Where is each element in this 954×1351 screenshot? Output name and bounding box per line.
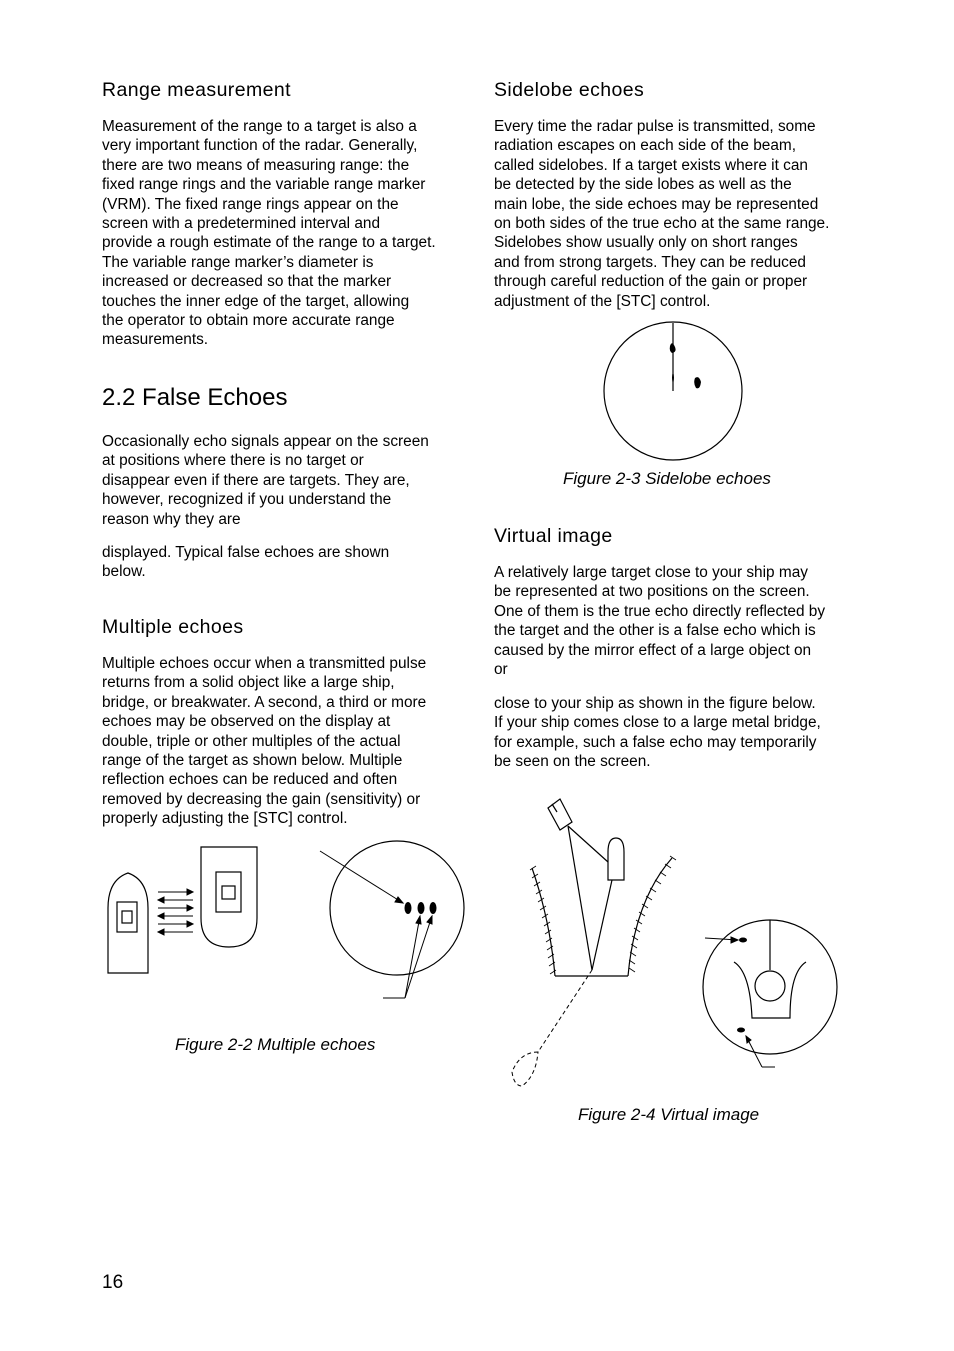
sidelobe-echo-marks <box>670 343 701 388</box>
reflection-arrows <box>158 889 193 935</box>
text-line: be represented at two positions on the screen. <box>494 583 810 601</box>
text-line: A relatively large target close to your ship may <box>494 564 808 581</box>
text-line: screen with a predetermined interval and <box>102 215 381 233</box>
bridge-hatching <box>530 856 676 974</box>
text-line: increased or decreased so that the marker <box>102 273 392 291</box>
multiple-echoes-text <box>102 654 474 829</box>
text-line: echoes may be observed on the display at <box>102 713 391 731</box>
bridge-walls <box>532 858 672 976</box>
text-line: touches the inner edge of the target, allowing <box>102 292 410 310</box>
sidelobe-echoes-figure <box>600 320 746 462</box>
multiple-echoes-figure <box>100 840 470 1010</box>
text-line: and from strong targets. They can be reduced <box>494 253 806 271</box>
text-line: measurements. <box>102 331 209 349</box>
text-line: double, triple or other multiples of the actual <box>102 732 401 750</box>
text-line: adjustment of the [STC] control. <box>494 292 711 310</box>
text-line: removed by decreasing the gain (sensitivity) or <box>102 790 421 808</box>
text-line: fixed range rings and the variable range marker <box>102 176 426 194</box>
text-line: properly adjusting the [STC] control. <box>102 810 348 828</box>
text-line: main lobe, the side echoes may be represented <box>494 195 819 213</box>
large-ship-shape <box>201 847 257 947</box>
text-line: be detected by the side lobes as well as the <box>494 176 792 194</box>
text-line: close to your ship as shown in the figure below. <box>494 695 816 712</box>
text-line: Measurement of the range to a target is also a <box>102 118 417 135</box>
range-measurement-text <box>102 117 474 350</box>
text-line: at positions where there is no target or <box>102 452 364 470</box>
false-echoes-text <box>102 432 474 529</box>
virtual-image-text-continued <box>494 694 866 772</box>
text-line: One of them is the true echo directly reflected by <box>494 602 826 620</box>
virtual-image-shape <box>512 970 592 1086</box>
text-line: Sidelobes show usually only on short ranges <box>494 234 798 252</box>
text-line: reflection echoes can be reduced and often <box>102 771 398 789</box>
text-line: be seen on the screen. <box>494 753 651 771</box>
text-line: or <box>494 661 508 679</box>
own-ship-shape <box>108 873 148 973</box>
text-line: Every time the radar pulse is transmitted, some <box>494 118 816 135</box>
sidelobe-echoes-text <box>494 117 866 311</box>
text-line: below. <box>102 563 146 581</box>
text-line: radiation escapes on each side of the beam, <box>494 137 797 155</box>
text-line: (VRM). The fixed range rings appear on the <box>102 195 399 213</box>
text-line: there are two means of measuring range: the <box>102 156 410 174</box>
text-line: Multiple echoes occur when a transmitted pulse <box>102 655 427 672</box>
text-line: caused by the mirror effect of a large object on <box>494 641 812 659</box>
text-line: called sidelobes. If a target exists where it can <box>494 156 808 174</box>
text-line: on both sides of the true echo at the same range. <box>494 215 830 233</box>
radar-display-circle <box>330 841 464 975</box>
text-line: disappear even if there are targets. They are, <box>102 471 410 489</box>
text-line: displayed. Typical false echoes are shown <box>102 544 390 561</box>
text-line: bridge, or breakwater. A second, a third or more <box>102 693 427 711</box>
text-line: range of the target as shown below. Multiple <box>102 752 403 770</box>
virtual-image-figure <box>500 790 845 1090</box>
text-line: reason why they are <box>102 510 241 528</box>
multiple-echoes-heading: Multiple echoes <box>102 616 244 638</box>
false-echoes-text-continued <box>102 543 474 582</box>
text-line: the operator to obtain more accurate range <box>102 312 395 330</box>
virtual-image-heading: Virtual image <box>494 525 613 547</box>
virtual-image-text <box>494 563 866 679</box>
text-line: for example, such a false echo may temporarily <box>494 733 817 751</box>
range-measurement-heading: Range measurement <box>102 79 291 101</box>
echo-path-lines <box>568 826 612 970</box>
text-line: very important function of the radar. Generally, <box>102 137 418 155</box>
figure-2-4-caption: Figure 2-4 Virtual image <box>578 1105 760 1124</box>
echo-dots <box>405 902 437 914</box>
text-line: however, recognized if you understand the <box>102 491 392 509</box>
text-line: returns from a solid object like a large ship, <box>102 674 395 692</box>
own-ship-shape <box>608 838 624 880</box>
echo-marks <box>737 938 747 1033</box>
figure-2-3-caption: Figure 2-3 Sidelobe echoes <box>563 469 771 488</box>
text-line: through careful reduction of the gain or proper <box>494 273 808 291</box>
text-line: the target and the other is a false echo which is <box>494 622 816 640</box>
text-line: provide a rough estimate of the range to a target. <box>102 234 436 252</box>
text-line: The variable range marker’s diameter is <box>102 253 374 271</box>
figure-2-2-caption: Figure 2-2 Multiple echoes <box>175 1035 376 1054</box>
sidelobe-echoes-heading: Sidelobe echoes <box>494 79 645 101</box>
own-ship-marker <box>755 971 785 1001</box>
page-number: 16 <box>102 1272 124 1293</box>
text-line: Occasionally echo signals appear on the screen <box>102 433 429 450</box>
echo-pointer-lines <box>320 851 432 998</box>
target-ship-shape <box>548 799 572 830</box>
text-line: If your ship comes close to a large metal bridge, <box>494 714 821 732</box>
false-echoes-heading: 2.2 False Echoes <box>102 384 288 411</box>
